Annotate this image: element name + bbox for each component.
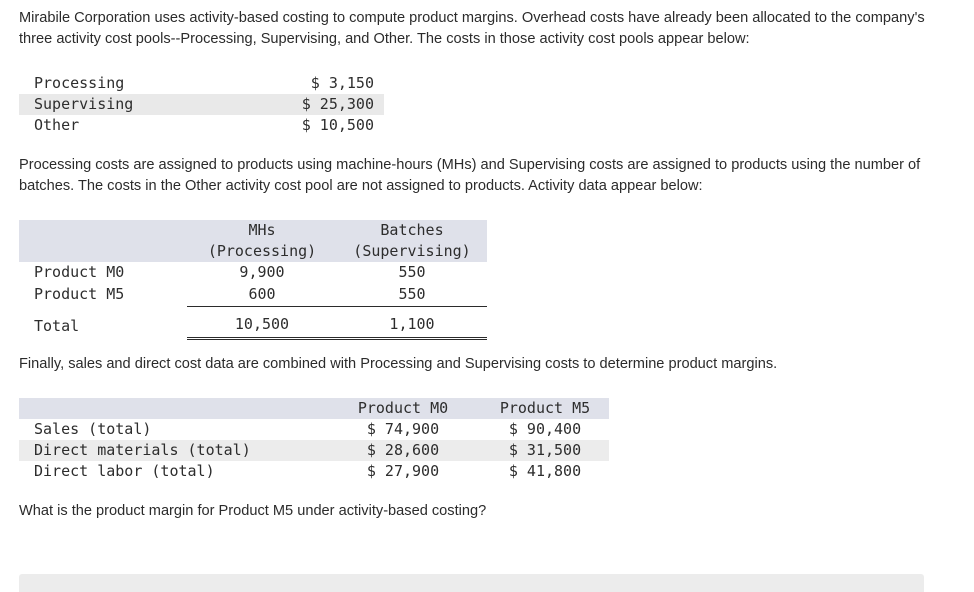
mhs-column-header xyxy=(187,220,337,262)
batches-header-line1: Batches xyxy=(380,221,444,239)
assignment-paragraph: Processing costs are assigned to products using machine-hours (MHs) and Supervising costs are assigned to products using the number of batches. The costs in the Other activity cost pool are not assigned to products. Activity data appear below: xyxy=(19,157,921,194)
sales-row xyxy=(19,461,609,482)
cost-pool-amount: $ 10,500 xyxy=(301,116,374,134)
sales-row xyxy=(19,440,609,461)
sales-header-row xyxy=(19,398,609,419)
cost-pool-label: Processing xyxy=(34,74,125,92)
product-m0-column-header: Product M0 xyxy=(339,398,467,419)
cost-pool-row xyxy=(19,94,384,115)
product-m5-column-header: Product M5 xyxy=(481,398,609,419)
sales-intro-paragraph: Finally, sales and direct cost data are combined with Processing and Supervising costs to determine product margins. xyxy=(19,356,778,372)
activity-total-row xyxy=(19,307,487,339)
cost-pool-row xyxy=(19,73,384,94)
activity-row xyxy=(19,283,487,307)
batches-header-line2: (Supervising) xyxy=(353,242,471,260)
cost-pool-amount: $ 3,150 xyxy=(310,74,374,92)
sales-row-label: Direct labor (total) xyxy=(34,462,215,480)
product-m5-value: $ 41,800 xyxy=(508,462,582,480)
cost-pool-label: Supervising xyxy=(19,94,204,115)
mhs-header-line1: MHs xyxy=(248,221,276,239)
activity-total-batches: 1,100 xyxy=(337,307,487,339)
batches-column-header xyxy=(337,220,487,262)
product-m0-value: $ 27,900 xyxy=(366,462,440,480)
question-paragraph: What is the product margin for Product M5 under activity-based costing? xyxy=(19,503,487,519)
activity-batches-value: 550 xyxy=(337,283,487,307)
cost-pool-label: Other xyxy=(34,116,80,134)
product-m0-value: $ 28,600 xyxy=(339,440,467,461)
activity-header-row xyxy=(19,220,487,262)
activity-row-label: Product M5 xyxy=(34,285,125,304)
mhs-header-line2: (Processing) xyxy=(207,242,317,260)
activity-row xyxy=(19,262,487,283)
activity-data-table xyxy=(19,220,487,340)
sales-row-label: Direct materials (total) xyxy=(19,440,339,461)
answer-input-area[interactable] xyxy=(19,574,924,592)
intro-paragraph: Mirabile Corporation uses activity-based costing to compute product margins. Overhead costs have already been allocated to the company's three activity cost pools--Processing, Supervising, and Other. The costs in those activity cost pools appear below: xyxy=(19,10,925,47)
cost-pool-row xyxy=(19,115,384,136)
activity-batches-value: 550 xyxy=(398,263,426,281)
product-m5-value: $ 90,400 xyxy=(508,420,582,438)
activity-mhs-value: 600 xyxy=(187,283,337,307)
activity-row-label: Product M0 xyxy=(34,263,125,281)
product-m5-value: $ 31,500 xyxy=(481,440,609,461)
activity-total-mhs: 10,500 xyxy=(187,307,337,339)
cost-pools-table xyxy=(19,73,384,136)
sales-row-label: Sales (total) xyxy=(34,420,152,438)
activity-mhs-value: 9,900 xyxy=(239,263,285,281)
product-m0-value: $ 74,900 xyxy=(366,420,440,438)
activity-total-label: Total xyxy=(34,316,80,335)
cost-pool-amount: $ 25,300 xyxy=(204,94,384,115)
sales-row xyxy=(19,419,609,440)
sales-data-table xyxy=(19,398,609,482)
